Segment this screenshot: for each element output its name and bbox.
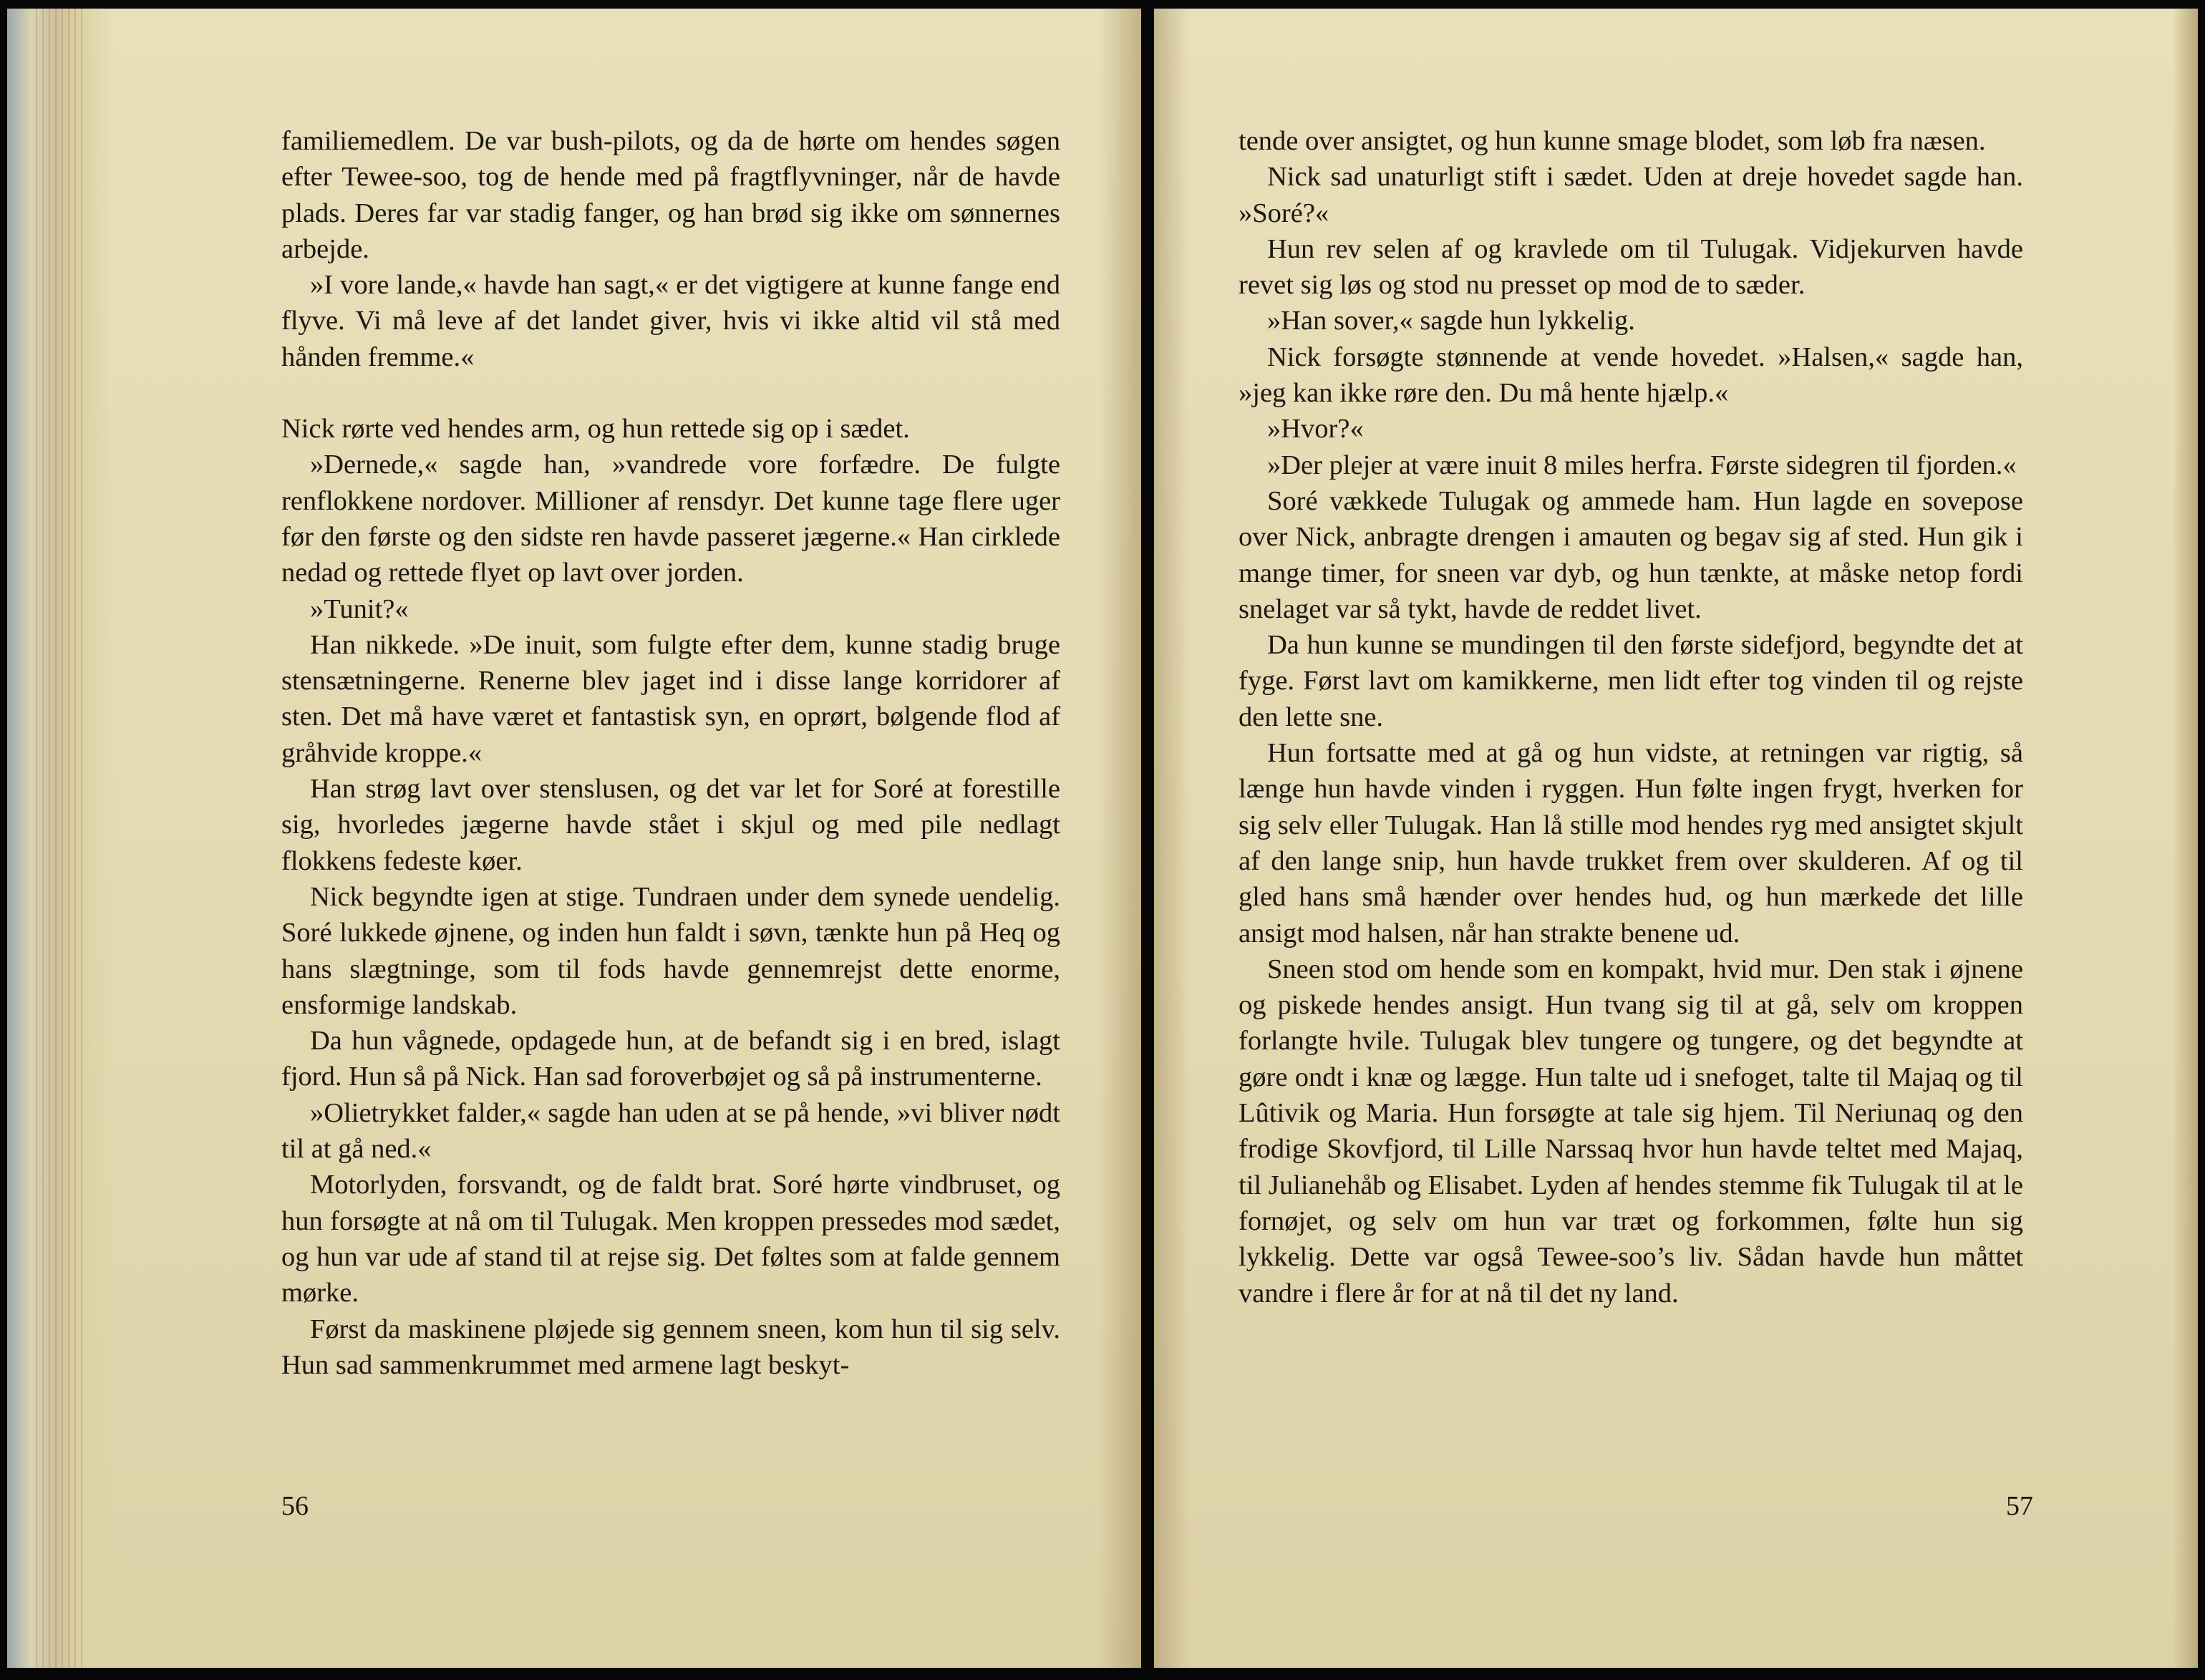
page-number-right: 57 (2006, 1491, 2033, 1521)
paragraph: Da hun kunne se mundingen til den første sidefjord, begyndte det at fyge. Først lavt om kamikkerne, men lidt efter tog vinden til og rejste den lette sne. (1239, 630, 2023, 732)
paragraph: Først da maskinene pløjede sig gennem sneen, kom hun til sig selv. Hun sad sammenkrummet med armene lagt beskyt- (281, 1314, 1060, 1380)
page-edge-right (2172, 9, 2198, 1668)
paragraph: Han strøg lavt over stenslusen, og det var let for Soré at forestille sig, hvorledes jægerne havde stået i skjul og med pile nedlagt flokkens fedeste køer. (281, 774, 1060, 876)
paragraph: Han nikkede. »De inuit, som fulgte efter dem, kunne stadig bruge stensætningerne. Renerne blev jaget ind i disse lange korridorer af sten. Det må have været et fantastisk syn, en oprørt, bølgende flod af gråhvide kroppe.« (281, 629, 1060, 768)
paragraph: Soré vækkede Tulugak og ammede ham. Hun lagde en sovepose over Nick, anbragte drengen i amauten og begav sig af sted. Hun gik i mange timer, for sneen var dyb, og hun tænkte, at måske netop fordi snelaget var så tykt, havde de reddet livet. (1239, 485, 2023, 624)
paragraph: Motorlyden, forsvandt, og de faldt brat. Soré hørte vindbruset, og hun forsøgte at nå om til Tulugak. Men kroppen pressedes mod sædet, og hun var ude af stand til at rejse sig. Det føltes som at falde gennem mørke. (281, 1170, 1060, 1308)
left-page-text (281, 123, 1060, 1383)
paragraph: tende over ansigtet, og hun kunne smage blodet, som løb fra næsen. (1239, 126, 1986, 156)
paragraph: »Dernede,« sagde han, »vandrede vore forfædre. De fulgte renflokkene nordover. Millioner af rensdyr. Det kunne tage flere uger før den første og den sidste ren havde passeret jægerne.« Han cirklede nedad og rettede flyet op lavt over jorden. (281, 450, 1060, 588)
paragraph: »Han sover,« sagde hun lykkelig. (1267, 306, 1635, 336)
left-page (7, 9, 1141, 1668)
gutter-shadow-left (1098, 9, 1141, 1668)
right-page-text (1239, 123, 2023, 1311)
paragraph: Nick sad unaturligt stift i sædet. Uden at dreje hovedet sagde han. »Soré?« (1239, 162, 2023, 228)
gutter-shadow-right (1154, 9, 1190, 1668)
paragraph: »Tunit?« (310, 593, 409, 624)
paragraph: Hun rev selen af og kravlede om til Tulugak. Vidjekurven havde revet sig løs og stod nu presset op mod de to sæder. (1239, 233, 2023, 301)
right-page (1154, 9, 2198, 1668)
paragraph: »Olietrykket falder,« sagde han uden at se på hende, »vi bliver nødt til at gå ned.« (281, 1097, 1060, 1165)
section-break (281, 375, 1060, 411)
paragraph: »I vore lande,« havde han sagt,« er det vigtigere at kunne fange end flyve. Vi må leve af det landet giver, hvis vi ikke altid vil stå med hånden fremme.« (281, 270, 1060, 372)
page-number-left: 56 (281, 1491, 309, 1521)
page-stack-stripes (36, 9, 86, 1668)
paragraph: Da hun vågnede, opdagede hun, at de befandt sig i en bred, islagt fjord. Hun så på Nick. Han sad foroverbøjet og så på instrumenterne. (281, 1026, 1060, 1092)
paragraph: familiemedlem. De var bush-pilots, og da de hørte om hendes søgen efter Tewee-soo, tog de hende med på fragtflyvninger, når de havde plads. Deres far var stadig fanger, og han brød sig ikke om sønnernes arbejde. (281, 126, 1060, 264)
paragraph: Nick begyndte igen at stige. Tundraen under dem synede uendelig. Soré lukkede øjnene, og inden hun faldt i søvn, tænkte hun på Heq og hans slægtninge, som til fods havde gennemrejst dette enorme, ensformige landskab. (281, 881, 1060, 1020)
paragraph: Sneen stod om hende som en kompakt, hvid mur. Den stak i øjnene og piskede hendes ansigt. Hun tvang sig til at gå, selv om kroppen forlangte hvile. Tulugak blev tungere og tungere, og det begyndte at gøre ondt i knæ og lægge. Hun talte ud i snefoget, talte til Majaq og til Lûtivik og Maria. Hun forsøgte at tale sig hjem. Til Neriunaq og den frodige Skovfjord, til Lille Narssaq hvor hun havde teltet med Majaq, til Julianehåb og Elisabet. Lyden af hendes stemme fik Tulugak til at le fornøjet, og selv om hun var træt og forkommen, følte hun sig lykkelig. Dette var også Tewee-soo’s liv. Sådan havde hun måttet vandre i flere år for at nå til det ny land. (1239, 953, 2023, 1308)
paragraph: Nick rørte ved hendes arm, og hun rettede sig op i sædet. (281, 414, 910, 445)
paragraph: »Der plejer at være inuit 8 miles herfra. Første sidegren til fjorden.« (1267, 450, 2017, 480)
paragraph: Hun fortsatte med at gå og hun vidste, at retningen var rigtig, så længe hun havde vinden i ryggen. Hun følte ingen frygt, hverken for sig selv eller Tulugak. Han lå stille mod hendes ryg med ansigtet skjult af den lange snip, hun havde trukket frem over skulderen. Af og til gled hans små hænder over hendes hud, og hun mærkede det lille ansigt mod halsen, når han strakte benene ud. (1239, 738, 2023, 948)
paragraph: Nick forsøgte stønnende at vende hovedet. »Halsen,« sagde han, »jeg kan ikke røre den. Du må hente hjælp.« (1239, 341, 2023, 409)
paragraph: »Hvor?« (1267, 414, 1364, 445)
